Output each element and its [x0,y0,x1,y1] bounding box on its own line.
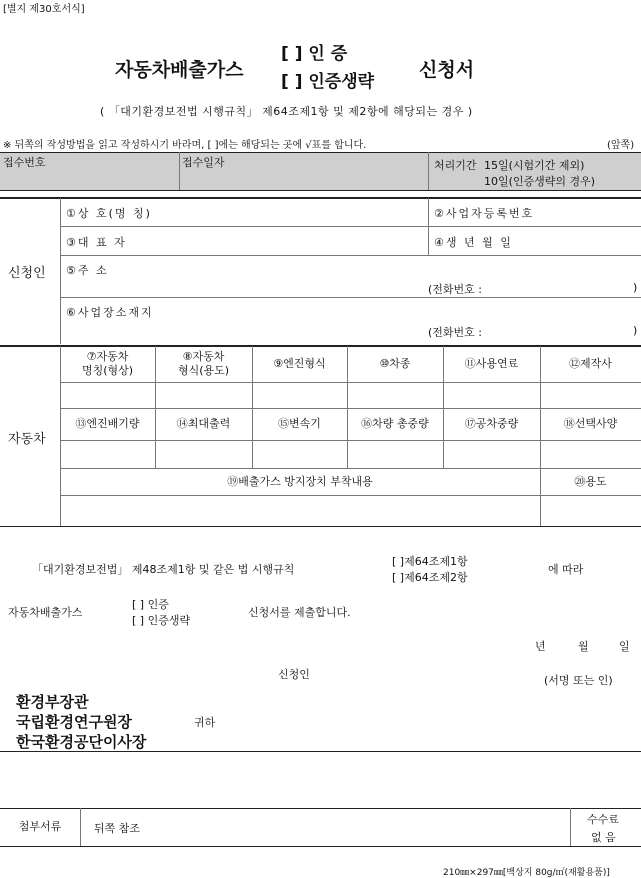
form-title-right: 신청서 [419,59,475,81]
recipient-corporation: 한국환경공단이사장 [16,733,147,751]
vehicle-header-row1-cell-4: ⑩차종 [379,357,411,370]
law-option-article-64-2[interactable]: [ ]제64조제2항 [392,571,468,584]
signature-applicant-label: 신청인 [278,668,310,681]
address-phone-label: (전화번호 : [428,283,482,296]
signature-label: (서명 또는 인) [544,674,613,687]
processing-period-test: 15일(시험기간 제외) [484,159,585,172]
processing-period-label: 처리기간 [434,159,477,172]
form-title-left: 자동차배출가스 [115,59,244,81]
processing-period-exempt: 10일(인증생략의 경우) [484,175,596,188]
date-day: 일 [619,640,630,653]
receipt-number-label: 접수번호 [3,156,46,169]
address-label: ⑤주 소 [66,264,109,277]
business-name-label: ①상 호(명 칭) [66,207,152,220]
declaration-option-exemption[interactable]: [ ] 인증생략 [132,614,191,627]
address-phone-end: ) [633,281,638,294]
recipient-institute: 국립환경연구원장 [16,713,132,731]
vehicle-header-row1-cell-6: ⑫제작사 [569,357,612,370]
recipient-ministry: 환경부장관 [16,693,89,711]
subtitle: ( 「대기환경보전법 시행규칙」 제64조제1항 및 제2항에 해당되는 경우 ) [100,105,473,118]
front-side-label: (앞쪽) [607,140,635,151]
vehicle-header-row1-cell-2: ⑧자동차 형식(용도) [177,350,230,377]
date-month: 월 [578,640,589,653]
declaration-prefix: 자동차배출가스 [8,606,83,619]
date-year: 년 [535,640,546,653]
form-number: [별지 제30호서식] [3,4,85,15]
recipient-honorific: 귀하 [194,716,216,729]
business-site-label: ⑥사업장소재지 [66,306,154,319]
attachment-label: 첨부서류 [18,820,62,833]
form-title-option-exemption: [ ] 인증생략 [281,72,375,92]
declaration-according: 에 따라 [548,563,584,576]
form-title-option-certification: [ ] 인 증 [281,44,348,64]
site-phone-label: (전화번호 : [428,326,482,339]
fee-value: 없 음 [591,831,616,844]
law-option-article-64-1[interactable]: [ ]제64조제1항 [392,555,468,568]
representative-label: ③대 표 자 [66,236,127,249]
declaration-option-certification[interactable]: [ ] 인증 [132,598,169,611]
birth-date-label: ④생 년 월 일 [434,236,513,249]
vehicle-header-row2-cell-3: ⑮변속기 [278,417,321,430]
paper-spec: 210㎜×297㎜[백상지 80g/㎡(재활용품)] [443,868,610,878]
vehicle-header-row1-cell-5: ⑪사용연료 [464,357,519,370]
vehicle-header-row2-cell-1: ⑬엔진배기량 [75,417,140,430]
emission-control-device-label: ⑲배출가스 방지장치 부착내용 [227,474,373,488]
attachment-value: 뒤쪽 참조 [94,822,141,835]
vehicle-header-row2-cell-2: ⑭최대출력 [176,417,231,430]
site-phone-end: ) [633,324,638,337]
business-registration-number-label: ②사업자등록번호 [434,207,535,220]
vehicle-header-row2-cell-5: ⑰공차중량 [464,417,519,430]
vehicle-header-row2-cell-4: ⑯차량 총중량 [361,417,429,430]
notice: ※ 뒤쪽의 작성방법을 읽고 작성하시기 바라며, [ ]에는 해당되는 곳에 √표를 합니다. [3,140,367,151]
vehicle-header-row1-cell-3: ⑨엔진형식 [273,357,326,370]
applicant-section-label: 신청인 [8,266,46,281]
vehicle-header-row1-cell-1: ⑦자동차 명칭(형상) [81,350,134,377]
fee-label: 수수료 [587,813,619,826]
declaration-suffix: 신청서를 제출합니다. [248,606,351,619]
declaration-law: 「대기환경보전법」 제48조제1항 및 같은 법 시행규칙 [32,563,295,576]
vehicle-header-row2-cell-6: ⑱선택사양 [563,417,618,430]
vehicle-section-label: 자동차 [8,432,46,447]
receipt-date-label: 접수일자 [182,156,225,169]
usage-label: ⑳용도 [574,474,607,488]
